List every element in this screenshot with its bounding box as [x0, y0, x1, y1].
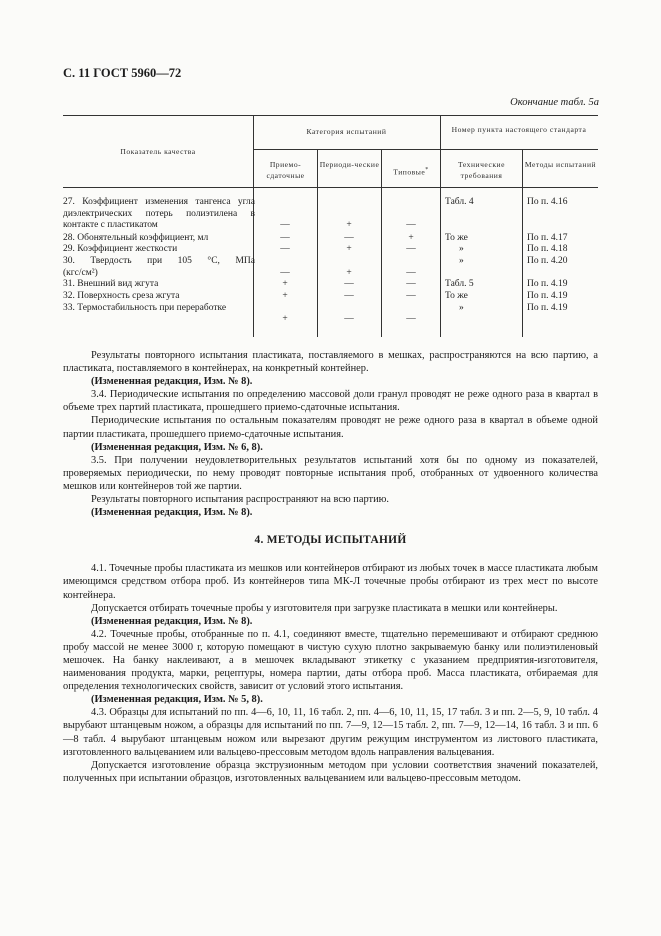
cell-acceptance: —	[280, 220, 290, 231]
cell-test-method: По п. 4.20	[527, 255, 568, 266]
cell-periodic: —	[344, 279, 354, 290]
cell-technical-requirements: То же	[445, 232, 468, 243]
cell-acceptance: +	[282, 291, 288, 301]
indicator-text-line: 27. Коэффициент изменения тангенса угла диэлектрических потерь полиэтилена в контакте с пластикатом	[63, 197, 255, 231]
subheader-methods: Методы испытаний	[524, 160, 597, 169]
paragraph: Результаты повторного испытания распространяют на всю партию.	[91, 494, 390, 506]
quality-table	[63, 115, 598, 337]
amendment-note: (Измененная редакция, Изм. № 8).	[91, 615, 253, 627]
cell-acceptance: —	[280, 267, 290, 278]
cell-acceptance: —	[280, 244, 290, 255]
cell-technical-requirements: »	[459, 244, 464, 255]
cell-test-method: По п. 4.19	[527, 279, 568, 290]
paragraph: Допускается отбирать точечные пробы у изготовителя при загрузке пластиката в мешки или контейнеры.	[91, 602, 558, 614]
table-top-rule	[63, 115, 598, 116]
indicator-text-line: (кгс/см²)	[63, 267, 98, 278]
amendment-note: (Измененная редакция, Изм. № 8).	[91, 376, 253, 388]
subheader-type-label: Типовые	[393, 167, 426, 177]
table-row-indicator	[63, 256, 255, 279]
table-header-bottom-rule	[63, 187, 598, 188]
indicator-text-line: 33. Термостабильность при переработке	[63, 302, 227, 313]
paragraph: 3.4. Периодические испытания по определению массовой доли гранул проводят не реже одного раза в квартал в объеме трех партий пластиката, прошедшего приемо-сдаточные испытания.	[63, 389, 598, 414]
document-body	[63, 349, 598, 785]
table-row-indicator	[63, 279, 255, 291]
cell-technical-requirements: Табл. 4	[445, 197, 474, 207]
paragraph: Результаты повторного испытания пластиката, поставляемого в мешках, распространяются на всю партию, а пластиката, поставляемого в контейнерах, на конкретный контейнер.	[63, 350, 598, 375]
table-divider	[440, 115, 441, 337]
subheader-technical: Технические требования	[458, 160, 505, 180]
cell-technical-requirements: »	[459, 255, 464, 266]
paragraph: 4.2. Точечные пробы, отобранные по п. 4.1, соединяют вместе, тщательно перемешивают и отбирают среднюю пробу массой не менее 3000 г, которую помещают в чистую сухую плотно закрываемую банку или полиэтиленовый мешочек. На банку наклеивают, а в мешочек вкладывают этикетку с указанием предприятия-изготовителя, наименования продукта, марки, рецептуры, номера партии, даты отбора проб. Масса пластиката, отбираемая для определения технологических свойств, зависит от условий этого испытания.	[63, 628, 598, 693]
cell-test-method: По п. 4.17	[527, 232, 568, 243]
cell-technical-requirements: То же	[445, 291, 468, 301]
table-caption: Окончание табл. 5а	[510, 97, 599, 108]
cell-test-method: По п. 4.19	[527, 302, 568, 313]
col-header-indicator: Показатель качества	[120, 147, 196, 156]
cell-test-method: По п. 4.19	[527, 291, 568, 301]
amendment-note: (Измененная редакция, Изм. № 5, 8).	[91, 694, 263, 706]
indicator-text-line: 30. Твердость при 105 °С, МПа	[63, 255, 255, 266]
cell-test-method: По п. 4.18	[527, 244, 568, 255]
cell-type: —	[406, 279, 416, 290]
page-header: С. 11 ГОСТ 5960—72	[63, 66, 182, 80]
amendment-note: (Измененная редакция, Изм. № 8).	[91, 507, 253, 519]
table-row-indicator	[63, 291, 255, 303]
table-divider	[522, 149, 523, 337]
indicator-text-line: 29. Коэффициент жесткости	[63, 244, 178, 255]
cell-technical-requirements: »	[459, 302, 464, 313]
cell-type: —	[406, 244, 416, 255]
cell-type: +	[408, 232, 414, 243]
paragraph: 4.1. Точечные пробы пластиката из мешков или контейнеров отбирают из любых точек в массе пластиката любым имеющимся средством отбора проб. Из контейнеров типа МК-Л точечные пробы отбирают из трех мест по высоте контейнера.	[63, 563, 598, 601]
cell-periodic: —	[344, 291, 354, 301]
table-row-indicator	[63, 233, 255, 245]
cell-type: —	[406, 220, 416, 231]
table-divider	[317, 149, 318, 337]
subheader-acceptance: Приемо-сдаточные	[266, 160, 305, 180]
cell-technical-requirements: Табл. 5	[445, 279, 474, 290]
paragraph: Допускается изготовление образца экструзионным методом при условии соответствия значений показателей, полученных при испытании образцов, изготовленных вальцеванием или вальцево-прессовым методом.	[63, 759, 598, 784]
paragraph: 3.5. При получении неудовлетворительных результатов испытаний хотя бы по одному из показателей, проверяемых периодически, по нему проводят повторные испытания проб, отобранных от удвоенного количества мешков или контейнеров той же партии.	[63, 454, 598, 492]
table-row-indicator	[63, 244, 255, 256]
cell-type: —	[406, 291, 416, 301]
cell-acceptance: +	[282, 279, 288, 290]
cell-test-method: По п. 4.16	[527, 197, 568, 207]
cell-type: —	[406, 314, 416, 325]
cell-periodic: —	[344, 314, 354, 325]
subheader-type-footnote-mark: *	[425, 167, 429, 173]
cell-periodic: +	[346, 267, 352, 278]
table-subheader-rule	[253, 149, 598, 150]
indicator-text-line: 31. Внешний вид жгута	[63, 279, 159, 290]
col-header-category: Категория испытаний	[306, 127, 387, 136]
indicator-text-line: 32. Поверхность среза жгута	[63, 291, 180, 301]
paragraph: 4.3. Образцы для испытаний по пп. 4—6, 10, 11, 16 табл. 2, пп. 4—6, 10, 11, 15, 17 табл. 3 и пп. 2—5, 9, 10 табл. 4 вырубают штанцевым ножом, а образцы для испытаний по пп. 7—9, 12—15 табл. 2, пп. 7—9, 12—14, 16 табл. 3 и пп. 6—8 табл. 4 вырубают штанцевым ножом или вырезают другим режущим инструментом из листового пластиката, изготовленного вальцеванием или вальцево-прессовым методом вдоль направления вальцевания.	[63, 707, 598, 758]
table-row-indicator	[63, 303, 255, 315]
table-row-indicator	[63, 197, 255, 232]
cell-type: —	[406, 267, 416, 278]
col-header-standard-item: Номер пункта настоящего стандарта	[451, 125, 587, 134]
section-title: 4. МЕТОДЫ ИСПЫТАНИЙ	[254, 534, 407, 547]
cell-acceptance: +	[282, 314, 288, 325]
cell-periodic: —	[344, 232, 354, 243]
paragraph: Периодические испытания по остальным показателям проводят не реже одного раза в квартал в объеме одной партии пластиката, прошедшего приемо-сдаточные испытания.	[63, 415, 598, 440]
subheader-type	[382, 165, 440, 178]
cell-periodic: +	[346, 220, 352, 231]
cell-periodic: +	[346, 244, 352, 255]
cell-acceptance: —	[280, 232, 290, 243]
subheader-periodic: Периоди-ческие	[319, 160, 380, 169]
amendment-note: (Измененная редакция, Изм. № 6, 8).	[91, 441, 263, 453]
indicator-text-line: 28. Обонятельный коэффициент, мл	[63, 232, 209, 243]
